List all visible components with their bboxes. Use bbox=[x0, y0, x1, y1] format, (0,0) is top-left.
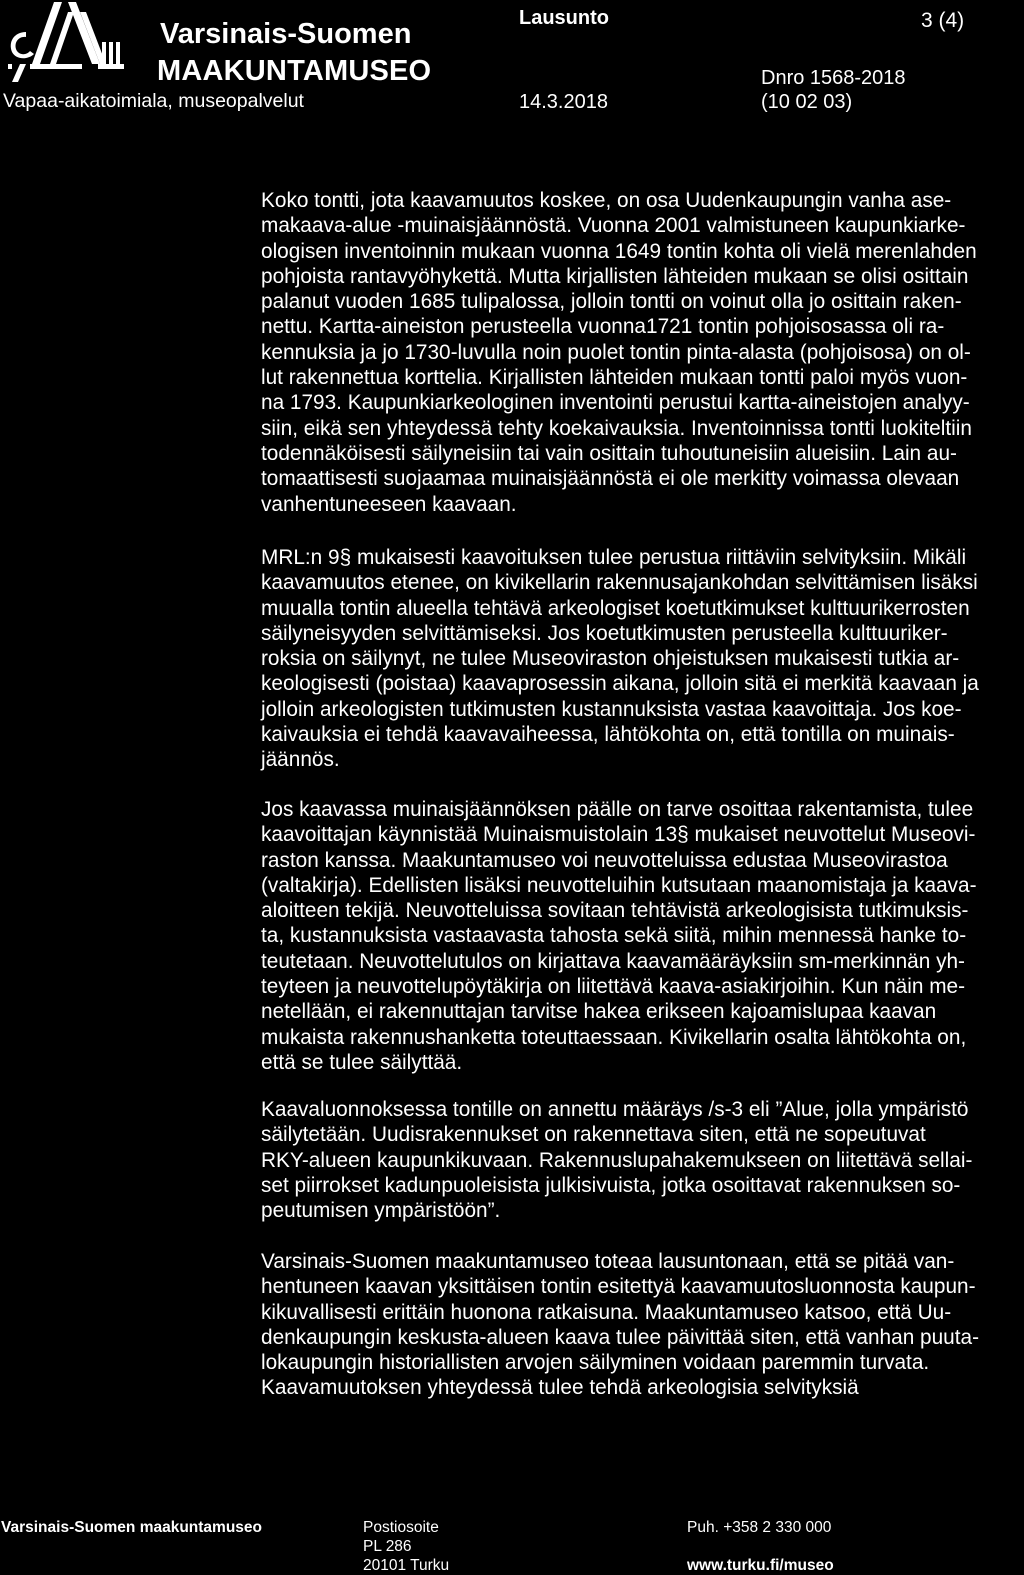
paragraph-line: kaavamuutos etenee, on kivikellarin rakennusajankohdan selvittämisen lisäksi bbox=[261, 571, 978, 595]
paragraph-line: peutumisen ympäristöön”. bbox=[261, 1199, 501, 1223]
paragraph-line: keologisesti (poistaa) kaavaprosessin aikana, jolloin sitä ei merkitä kaavaan ja bbox=[261, 672, 979, 696]
paragraph-line: nettu. Kartta-aineiston perusteella vuonna1721 tontin pohjoisosassa oli ra- bbox=[261, 315, 945, 339]
paragraph-line: todennäköisesti säilyneisiin tai vain osittain tuhoutuneisiin alueisiin. Lain au- bbox=[261, 441, 957, 465]
paragraph-line: palanut vuoden 1685 tulipalossa, jolloin tontti on voinut olla jo osittain raken- bbox=[261, 290, 962, 314]
paragraph bbox=[261, 797, 1016, 1075]
paragraph-line: Jos kaavassa muinaisjäännöksen päälle on tarve osoittaa rakentamista, tulee bbox=[261, 798, 974, 821]
department: Vapaa-aikatoimiala, museopalvelut bbox=[3, 90, 304, 112]
footer-org bbox=[1, 1518, 262, 1537]
paragraph bbox=[261, 1097, 1016, 1223]
paragraph-line: tomaattisesti suojaamaa muinaisjäännöstä ei ole merkitty voimassa olevaan bbox=[261, 467, 960, 491]
paragraph-line: kikuvallisesti erittäin huonona ratkaisuna. Maakuntamuseo katsoo, että Uu- bbox=[261, 1300, 952, 1324]
paragraph-line: jolloin arkeologisten tutkimusten kustannuksista vastaa kaavoittaja. Jos koe- bbox=[261, 697, 962, 721]
paragraph-line: Kaavamuutoksen yhteydessä tulee tehdä arkeologisia selvityksiä bbox=[261, 1376, 859, 1400]
archive-code: (10 02 03) bbox=[761, 91, 853, 113]
paragraph-line: siin, eikä sen yhteydessä tehty koekaivauksia. Inventoinnissa tontti luokiteltiin bbox=[261, 416, 972, 440]
footer-phone: Puh. +358 2 330 000 bbox=[687, 1519, 832, 1536]
museum-logo-icon bbox=[6, 2, 124, 84]
footer-postal: 20101 Turku bbox=[363, 1557, 450, 1574]
paragraph-line: netellään, ei rakennuttajan tarvitse hakea erikseen kajoamislupaa kaavan bbox=[261, 1000, 937, 1024]
paragraph bbox=[261, 545, 1016, 773]
paragraph-line: teyteen ja neuvottelupöytäkirja on liitettävä kaava-asiakirjoihin. Kun näin me- bbox=[261, 975, 966, 999]
footer-contact bbox=[687, 1518, 834, 1575]
paragraph-line: lokaupungin historiallisten arvojen säilyminen voidaan paremmin turvata. bbox=[261, 1351, 930, 1375]
paragraph-line: makaava-alue -muinaisjäännöstä. Vuonna 2001 valmistuneen kaupunkiarke- bbox=[261, 214, 966, 238]
paragraph-line: aloitteen tekijä. Neuvotteluissa sovitaan tehtävistä arkeologisista tutkimuksis- bbox=[261, 899, 969, 923]
paragraph-line: jäännös. bbox=[261, 748, 340, 772]
paragraph bbox=[261, 188, 1016, 517]
paragraph-line: säilyneisyyden selvittämiseksi. Jos koetutkimusten perusteella kulttuuriker- bbox=[261, 621, 948, 645]
paragraph-line: muualla tontin alueella tehtävä arkeologiset koetutkimukset kulttuurikerrosten bbox=[261, 596, 970, 620]
document-date: 14.3.2018 bbox=[519, 91, 608, 113]
paragraph-line: roksia on säilynyt, ne tulee Museoviraston ohjeistuksen mukaisesti tutkia ar- bbox=[261, 647, 960, 671]
paragraph-line: mukaista rakennushanketta toteuttaessaan. Kivikellarin osalta lähtökohta on, bbox=[261, 1025, 967, 1049]
footer-po-box: PL 286 bbox=[363, 1538, 412, 1555]
paragraph bbox=[261, 1249, 1016, 1401]
paragraph-line: set piirrokset kadunpuoleisista julkisivuista, jotka osoittavat rakennuksen so- bbox=[261, 1173, 961, 1197]
paragraph-line: vanhentuneeseen kaavaan. bbox=[261, 492, 517, 516]
paragraph-line: RKY-alueen kaupunkikuvaan. Rakennuslupahakemukseen on liitettävä sellai- bbox=[261, 1148, 973, 1172]
org-name-line1: Varsinais-Suomen bbox=[160, 18, 412, 50]
paragraph-line: (valtakirja). Edellisten lisäksi neuvotteluihin kutsutaan maanomistaja ja kaava- bbox=[261, 873, 977, 897]
paragraph-line: säilytetään. Uudisrakennukset on rakennettava siten, että ne sopeutuvat bbox=[261, 1123, 926, 1147]
paragraph-line: ologisen inventoinnin mukaan vuonna 1649 tontin kohta oli vielä merenlahden bbox=[261, 239, 977, 263]
footer-address-label: Postiosoite bbox=[363, 1519, 439, 1536]
paragraph-line: raston kanssa. Maakuntamuseo voi neuvotteluissa edustaa Museovirastoa bbox=[261, 848, 948, 872]
paragraph-line: Kaavaluonnoksessa tontille on annettu määräys /s-3 eli ”Alue, jolla ympäristö bbox=[261, 1098, 969, 1121]
paragraph-line: hentuneen kaavan yksittäisen tontin esitettyä kaavamuutosluonnosta kaupun- bbox=[261, 1275, 976, 1299]
paragraph-line: kaavoittajan käynnistää Muinaismuistolain 13§ mukaiset neuvottelut Museovi- bbox=[261, 823, 976, 847]
page-number: 3 (4) bbox=[921, 9, 965, 32]
document-type: Lausunto bbox=[519, 7, 609, 29]
footer-website-link[interactable]: www.turku.fi/museo bbox=[687, 1557, 834, 1574]
paragraph-line: ta, kustannuksista vastaavasta tahosta sekä siitä, mihin mennessä hanke to- bbox=[261, 924, 967, 948]
paragraph-line: Koko tontti, jota kaavamuutos koskee, on osa Uudenkaupungin vanha ase- bbox=[261, 189, 952, 212]
paragraph-line: MRL:n 9§ mukaisesti kaavoituksen tulee perustua riittäviin selvityksiin. Mikäli bbox=[261, 546, 967, 569]
paragraph-line: lut rakennettua korttelia. Kirjallisten lähteiden mukaan tontti paloi myös vuon- bbox=[261, 366, 968, 390]
paragraph-line: kaivauksia ei tehdä kaavavaiheessa, lähtökohta on, että tontilla on muinais- bbox=[261, 723, 955, 747]
paragraph-line: kennuksia ja jo 1730-luvulla noin puolet tontin pinta-alasta (pohjoisosa) on ol- bbox=[261, 340, 971, 364]
paragraph-line: teutetaan. Neuvottelutulos on kirjattava kaavamääräyksiin sm-merkinnän yh- bbox=[261, 949, 965, 973]
footer-org-name: Varsinais-Suomen maakuntamuseo bbox=[1, 1519, 263, 1536]
paragraph-line: että se tulee säilyttää. bbox=[261, 1050, 463, 1074]
org-name-line2: MAAKUNTAMUSEO bbox=[157, 55, 432, 87]
paragraph-line: denkaupungin keskusta-alueen kaava tulee päivittää siten, että vanhan puuta- bbox=[261, 1325, 980, 1349]
paragraph-line: Varsinais-Suomen maakuntamuseo toteaa lausuntonaan, että se pitää van- bbox=[261, 1250, 955, 1273]
registry-number: Dnro 1568-2018 bbox=[761, 67, 906, 89]
paragraph-line: pohjoista rantavyöhykettä. Mutta kirjallisten lähteiden mukaan se olisi osittain bbox=[261, 264, 969, 288]
paragraph-line: na 1793. Kaupunkiarkeologinen inventointi perustui kartta-aineistojen analyy- bbox=[261, 391, 970, 415]
footer-address bbox=[363, 1518, 449, 1575]
